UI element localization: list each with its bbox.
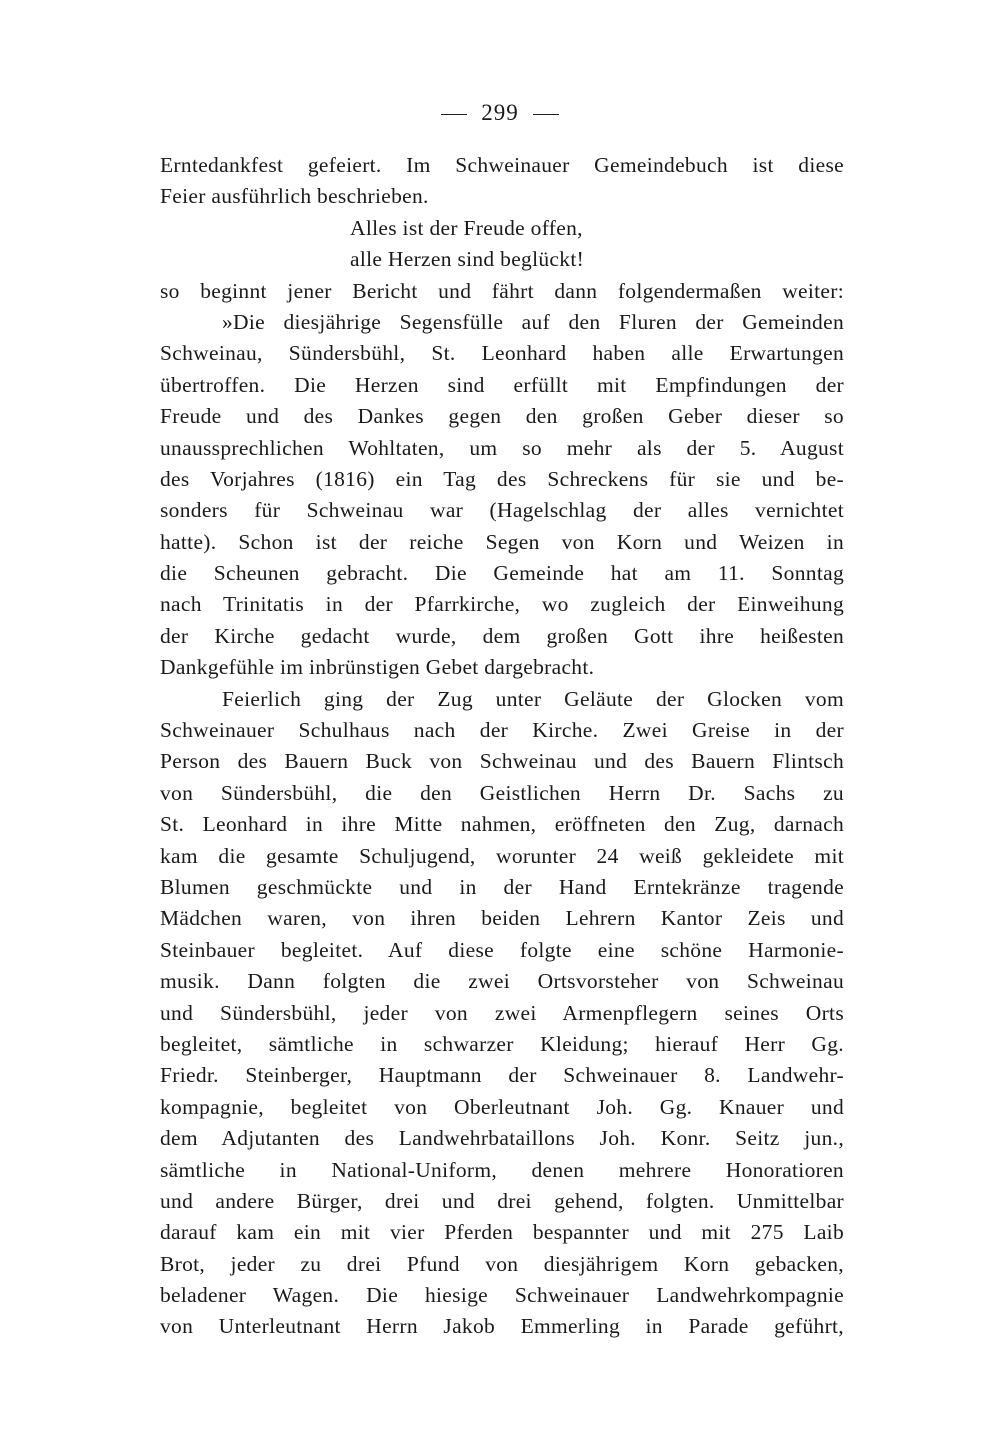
- text-line: sämtliche in National-Uniform, denen mehrere Honoratioren: [160, 1157, 844, 1182]
- verse-line: alle Herzen sind beglückt!: [350, 247, 585, 272]
- page-number: 299: [481, 100, 519, 125]
- text-line: darauf kam ein mit vier Pferden bespannter und mit 275 Laib: [160, 1220, 844, 1245]
- text-line: und Sündersbühl, jeder von zwei Armenpflegern seines Orts: [160, 1000, 844, 1025]
- text-line: musik. Dann folgten die zwei Ortsvorsteher von Schweinau: [160, 969, 844, 994]
- text-line: Person des Bauern Buck von Schweinau und des Bauern Flintsch: [160, 749, 844, 774]
- text-line: Feierlich ging der Zug unter Geläute der Glocken vom: [222, 686, 844, 711]
- text-line: hatte). Schon ist der reiche Segen von Korn und Weizen in: [160, 529, 844, 554]
- text-line: Mädchen waren, von ihren beiden Lehrern Kantor Zeis und: [160, 906, 844, 931]
- text-line: »Die diesjährige Segensfülle auf den Fluren der Gemeinden: [222, 309, 844, 334]
- text-line: unaussprechlichen Wohltaten, um so mehr als der 5. August: [160, 435, 844, 460]
- text-line: sonders für Schweinau war (Hagelschlag der alles vernichtet: [160, 498, 844, 523]
- text-line: beladener Wagen. Die hiesige Schweinauer Landwehrkompagnie: [160, 1283, 844, 1308]
- text-line: so beginnt jener Bericht und fährt dann folgendermaßen weiter:: [160, 278, 844, 303]
- text-line: Schweinau, Sündersbühl, St. Leonhard haben alle Erwartungen: [160, 341, 844, 366]
- text-line: von Unterleutnant Herrn Jakob Emmerling in Parade geführt,: [160, 1314, 844, 1339]
- text-line: Erntedankfest gefeiert. Im Schweinauer Gemeindebuch ist diese: [160, 153, 844, 177]
- verse-line: Alles ist der Freude offen,: [350, 215, 583, 240]
- text-line: Feier ausführlich beschrieben.: [160, 184, 429, 209]
- text-line: der Kirche gedacht wurde, dem großen Gott ihre heißesten: [160, 623, 844, 648]
- text-line: dem Adjutanten des Landwehrbataillons Joh. Konr. Seitz jun.,: [160, 1126, 844, 1151]
- text-line: Friedr. Steinberger, Hauptmann der Schweinauer 8. Landwehr-: [160, 1063, 844, 1088]
- text-line: Blumen geschmückte und in der Hand Erntekränze tragende: [160, 874, 844, 899]
- text-line: St. Leonhard in ihre Mitte nahmen, eröffneten den Zug, darnach: [160, 812, 844, 837]
- text-line: begleitet, sämtliche in schwarzer Kleidung; hierauf Herr Gg.: [160, 1031, 844, 1056]
- text-line: Schweinauer Schulhaus nach der Kirche. Zwei Greise in der: [160, 718, 844, 743]
- text-line: Brot, jeder zu drei Pfund von diesjährigem Korn gebacken,: [160, 1251, 844, 1276]
- text-line: von Sündersbühl, die den Geistlichen Herrn Dr. Sachs zu: [160, 780, 844, 805]
- text-line: die Scheunen gebracht. Die Gemeinde hat am 11. Sonntag: [160, 561, 844, 586]
- body-text: [160, 150, 844, 1343]
- text-line: Dankgefühle im inbrünstigen Gebet dargebracht.: [160, 655, 595, 680]
- text-line: nach Trinitatis in der Pfarrkirche, wo zugleich der Einweihung: [160, 592, 844, 617]
- text-line: des Vorjahres (1816) ein Tag des Schreckens für sie und be-: [160, 466, 844, 491]
- text-line: kompagnie, begleitet von Oberleutnant Joh. Gg. Knauer und: [160, 1094, 844, 1119]
- page-number-header: [0, 100, 1000, 126]
- right-dash: [533, 114, 559, 115]
- text-line: Freude und des Dankes gegen den großen Geber dieser so: [160, 404, 844, 429]
- text-line: übertroffen. Die Herzen sind erfüllt mit Empfindungen der: [160, 372, 844, 397]
- text-line: und andere Bürger, drei und drei gehend, folgten. Unmittelbar: [160, 1188, 844, 1213]
- left-dash: [441, 114, 467, 115]
- text-line: kam die gesamte Schuljugend, worunter 24 weiß gekleidete mit: [160, 843, 844, 868]
- text-line: Steinbauer begleitet. Auf diese folgte eine schöne Harmonie-: [160, 937, 844, 962]
